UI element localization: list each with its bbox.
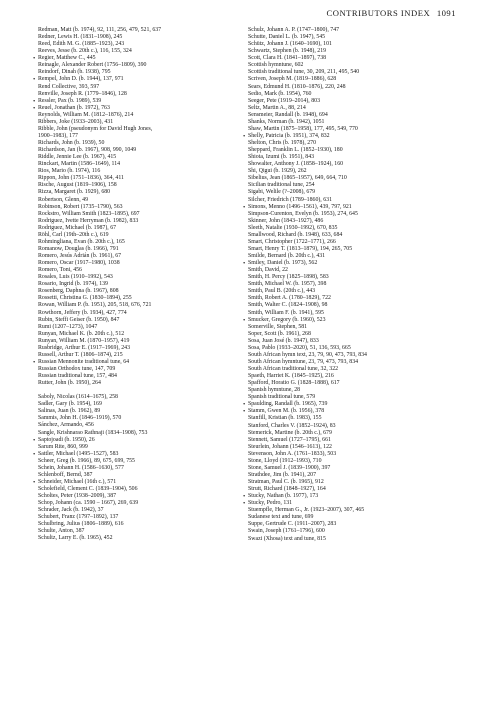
index-entry: • Stucky, Pedro, 131 xyxy=(248,500,448,507)
index-entry: Seltz, Martin A., 88, 214 xyxy=(248,104,306,111)
index-entry: Scriven, Joseph M. (1819–1886), 628 xyxy=(248,76,337,83)
index-entry: Salinas, Juan (b. 1962), 89 xyxy=(38,408,101,415)
index-entry: Skinner, John (1843–1927), 486 xyxy=(248,217,324,224)
index-entry: Russian Orthodox tune, 147, 709 xyxy=(38,366,116,372)
index-entry: • Spaulding, Randall (b. 1965), 739 xyxy=(248,401,448,408)
index-entry: Sicilian traditional tune, 254 xyxy=(248,182,315,189)
index-entry: Robertson, Glenn, 49 xyxy=(38,196,88,203)
index-entry: Romero, Oscar (1917–1980), 1038 xyxy=(38,260,120,267)
index-entry: • Schneider, Michael (16th c.), 571 xyxy=(38,479,238,486)
index-entry: • Saptojoadi (b. 1950), 26 xyxy=(38,437,238,444)
page-number: 1091 xyxy=(436,8,456,18)
index-entry: Rubin, Steffi Geiser (b. 1950), 847 xyxy=(38,316,120,323)
index-entry: Schlenboff, Bernd, 387 xyxy=(38,471,93,478)
index-entry: • Smucker, Gregory (b. 1960), 523 xyxy=(248,317,448,324)
index-entry: Ribble, John (pseudonym for David Hugh Jones, xyxy=(38,125,153,132)
index-entry: Rumi (1207–1273), 1047 xyxy=(38,323,98,330)
index-entry: Sosa, Juan José (b. 1947), 833 xyxy=(248,337,319,344)
index-entry: Rios, Mario (b. 1974), 116 xyxy=(38,168,101,175)
index-entry: Schulte, Anton, 387 xyxy=(38,528,85,535)
index-entry: Stanford, Charles V. (1852–1924), 83 xyxy=(248,422,336,429)
index-entry: Sarum Rite, 860, 999 xyxy=(38,443,88,450)
index-entry: 1900–1983), 177 xyxy=(38,132,78,139)
index-entry: Steurlein, Johann (1546–1613), 122 xyxy=(248,443,332,450)
index-entry: Rosario, Ingrid (b. 1974), 139 xyxy=(38,281,108,288)
index-entry: • Ressler, Pax (b. 1989), 539 xyxy=(38,98,238,105)
index-entry: • Stucky, Nathan (b. 1977), 173 xyxy=(248,493,448,500)
index-entry: Stone, Samuel J. (1839–1900), 397 xyxy=(248,464,331,471)
index-entry: Reindorf, Dinah (b. 1938), 795 xyxy=(38,69,111,76)
index-entry: Schwartz, Stephen (b. 1948), 219 xyxy=(248,48,327,55)
index-entry: Soper, Scott (b. 1961), 268 xyxy=(248,330,311,337)
index-entry: Rische, August (1819–1906), 158 xyxy=(38,182,117,189)
index-entry: South African hymntune, 23, 79, 473, 793, 834 xyxy=(248,358,359,365)
index-entry: Scheer, Greg (b. 1966), 89, 675, 699, 755 xyxy=(38,457,135,464)
index-entry: Smart, Henry T. (1813–1879), 194, 265, 705 xyxy=(248,245,353,252)
index-entry: Redner, Lewis H. (1831–1908), 245 xyxy=(38,34,123,41)
index-entry: Sudanese text and tune, 699 xyxy=(248,514,314,521)
index-entry: South African hymn text, 23, 79, 90, 473, 793, 834 xyxy=(248,351,367,358)
index-entry: Scottish hymntune, 602 xyxy=(248,62,304,69)
index-entry: Sammis, John H. (1846–1919), 570 xyxy=(38,415,122,422)
index-entry: Somerville, Stephen, 581 xyxy=(248,323,308,330)
index-entry: Reynolds, William M. (1812–1876), 214 xyxy=(38,111,134,118)
index-entry: Runyan, Michael K. (b. 20th c.), 512 xyxy=(38,330,125,337)
index-entry: Reinagle, Alexander Robert (1756–1809), 390 xyxy=(38,62,147,69)
index-entry: Schop, Johann (ca. 1590 – 1667), 269, 639 xyxy=(38,500,139,507)
index-entry: Shanks, Norman (b. 1942), 1051 xyxy=(248,118,325,125)
index-entry: Schulbring, Julius (1806–1889), 616 xyxy=(38,521,124,528)
index-entry: Strathdee, Jim (b. 1941), 207 xyxy=(248,471,317,478)
index-entry: Stemerick, Martine (b. 20th c.), 679 xyxy=(248,429,332,436)
index-entry: Smith, Michael W. (b. 1957), 398 xyxy=(248,281,327,288)
index-entry: Runyan, William M. (1870–1957), 419 xyxy=(38,337,130,344)
index-entry: • Smiley, Daniel (b. 1973), 562 xyxy=(248,260,448,267)
index-entry: Stevenson, John A. (1761–1833), 503 xyxy=(248,450,337,457)
index-entry: Shelton, Chris (b. 1978), 270 xyxy=(248,140,317,146)
index-entry: Spanish hymntune, 28 xyxy=(248,387,301,394)
index-entry: Redman, Matt (b. 1974), 92, 111, 256, 479, 521, 637 xyxy=(38,27,162,33)
index-entry: Schütz, Johann J. (1640–1690), 101 xyxy=(248,41,332,48)
index-entry: Sangle, Krishnarao Rathnaji (1834–1908), 753 xyxy=(38,429,148,436)
index-entry: Schulz, Johann A. P. (1747–1800), 747 xyxy=(248,27,340,33)
index-entry: Richardson, Jan (b. 1967), 908, 990, 1049 xyxy=(38,147,137,154)
index-entry: Scottish traditional tune, 30, 209, 211, 495, 540 xyxy=(248,69,360,76)
index-entry: Stanfill, Kristian (b. 1983), 155 xyxy=(248,415,322,422)
index-entry: Riddle, Jennie Lee (b. 1967), 415 xyxy=(38,154,117,161)
index-entry: Shi, Qigui (b. 1929), 262 xyxy=(248,168,307,175)
index-entry: Rockstro, William Smith (1823–1895), 697 xyxy=(38,210,140,217)
index-entry: Stratman, Paul C. (b. 1965), 912 xyxy=(248,479,324,485)
index-entry: Smith, Robert A. (1780–1829), 722 xyxy=(248,295,331,302)
index-entry: Strutt, Richard (1848–1927), 164 xyxy=(248,486,326,493)
running-header xyxy=(36,8,456,22)
index-entry: Smith, William F. (b. 1941), 595 xyxy=(248,309,324,316)
index-entry: Sheppard, Franklin L. (1852–1930), 180 xyxy=(248,147,343,154)
index-entry: Scott, Clara H. (1841–1897), 738 xyxy=(248,55,327,62)
index-entry: Smith, David, 22 xyxy=(248,267,288,274)
index-entry: Smallwood, Richard (b. 1948), 633, 684 xyxy=(248,231,343,238)
index-entry: Russell, Arthur T. (1806–1874), 215 xyxy=(38,351,123,358)
index-entry: Rosales, Luis (1910–1992), 543 xyxy=(38,274,113,281)
index-entry: Scholefield, Clement C. (1839–1904), 506 xyxy=(38,486,138,493)
index-entry: Spanish traditional tune, 579 xyxy=(248,394,316,401)
index-column-left xyxy=(38,27,238,543)
index-entry: • Regier, Matthew C., 445 xyxy=(38,55,238,62)
index-entry: Sánchez, Armando, 456 xyxy=(38,422,94,429)
index-entry: Sosa, Pablo (1933–2020), 51, 136, 593, 665 xyxy=(248,344,351,351)
index-entry: Smith, H. Percy (1825–1898), 583 xyxy=(248,274,329,281)
index-entry: Rowan, William P. (b. 1951), 205, 518, 676, 721 xyxy=(38,302,152,309)
index-entry: Richards, John (b. 1939), 50 xyxy=(38,140,105,146)
index-entry: • Shelly, Patricia (b. 1951), 374, 832 xyxy=(248,133,448,140)
index-entry: Smith, Walter C. (1824–1908), 98 xyxy=(248,302,328,309)
index-entry: Rossetti, Christina G. (1830–1894), 255 xyxy=(38,295,132,302)
index-entry: Rodriguez, Ivette Herryman (b. 1982), 833 xyxy=(38,217,139,224)
index-entry: Saboly, Nicolas (1614–1675), 258 xyxy=(38,394,118,401)
index-entry: Romero, Toni, 456 xyxy=(38,267,82,274)
index-entry: Smart, Christopher (1722–1771), 266 xyxy=(248,238,336,245)
index-entry: Spaeth, Harriet K. (1845–1925), 216 xyxy=(248,373,334,380)
index-entry: Schrader, Jack (b. 1942), 37 xyxy=(38,507,104,514)
index-entry: Russian traditional tune, 157, 484 xyxy=(38,373,117,380)
index-entry: • Russian Mennonite traditional tune, 64 xyxy=(38,359,238,366)
index-entry: • Sattler, Michael (1495–1527), 583 xyxy=(38,451,238,458)
index-entry: Smith, Paul B. (20th c.), 443 xyxy=(248,288,316,295)
index-entry: South African traditional tune, 32, 322 xyxy=(248,366,339,372)
index-entry: Rizza, Margaret (b. 1929), 680 xyxy=(38,189,111,196)
index-entry: Sensmeier, Randall (b. 1948), 694 xyxy=(248,111,328,118)
index-entry: Romero, Jesús Adrián (b. 1961), 67 xyxy=(38,253,122,259)
index-entry: Stone, Lloyd (1912–1993), 710 xyxy=(248,457,322,464)
index-entry: Scholtes, Peter (1938–2009), 387 xyxy=(38,493,117,500)
index-entry: Spafford, Horatio G. (1828–1888), 617 xyxy=(248,380,340,387)
index-entry: Showalter, Anthony J. (1858–1924), 160 xyxy=(248,161,344,168)
index-entry: Swain, Joseph (1761–1796), 600 xyxy=(248,528,325,535)
index-entry: Simpson-Curenton, Evelyn (b. 1953), 274, 645 xyxy=(248,210,358,217)
index-entry: Rodriguez, Michael (b. 1987), 67 xyxy=(38,224,117,231)
index-entry: Romanow, Douglas (b. 1966), 791 xyxy=(38,245,119,252)
index-entry: Schubert, Franz (1797–1892), 137 xyxy=(38,514,119,521)
index-entry: Sleeth, Natalie (1930–1992), 670, 835 xyxy=(248,224,338,231)
index-entry: Röhl, Carl (19th–20th c.), 619 xyxy=(38,231,109,238)
index-entry: Rusbridge, Arthur E. (1917–1969), 243 xyxy=(38,344,131,351)
index-column-right xyxy=(248,27,448,543)
index-entry: • Stamm, Gwen M. (b. 1956), 378 xyxy=(248,408,448,415)
index-entry: Sigabi, Welile (?–2008), 679 xyxy=(248,189,316,196)
index-entry: • Simons, Menno (1496–1561), 439, 797, 921 xyxy=(248,204,448,211)
index-entry: Rosenberg, Daphna (b. 1967), 808 xyxy=(38,288,119,295)
index-entry: Seeger, Pete (1919–2014), 803 xyxy=(248,97,320,104)
index-entry: Silcher, Friedrich (1789–1860), 631 xyxy=(248,196,332,203)
index-entry: Renville, Joseph R. (1779–1846), 128 xyxy=(38,90,127,97)
index-entry: Shaw, Martin (1875–1958), 177, 495, 549, 770 xyxy=(248,125,358,132)
index-entry: Sibelius, Jean (1865–1957), 649, 664, 710 xyxy=(248,175,347,182)
index-entry: Stennett, Samuel (1727–1795), 661 xyxy=(248,436,331,443)
index-entry: Rend Collective, 393, 597 xyxy=(38,83,100,90)
index-entry: Rippon, John (1751–1836), 364, 411 xyxy=(38,175,124,182)
header-title: CONTRIBUTORS INDEX xyxy=(326,8,431,18)
index-entry: Ribbers, Joke (1933–2003), 431 xyxy=(38,118,114,125)
index-entry: Schutte, Daniel L. (b. 1947), 545 xyxy=(248,34,326,41)
index-entry: Sears, Edmund H. (1810–1876), 220, 248 xyxy=(248,83,346,90)
index-entry: Smilde, Bernard (b. 20th c.), 431 xyxy=(248,253,326,259)
index-entry: Schultz, Larry E. (b. 1965), 452 xyxy=(38,535,113,542)
index-entry: Sadler, Gary (b. 1954), 169 xyxy=(38,401,102,408)
index-entry: Reed, Edith M. G. (1885–1923), 243 xyxy=(38,41,125,48)
index-entry: Rinckart, Martin (1586–1649), 114 xyxy=(38,161,121,168)
index-entry: Reeves, Jesse (b. 20th c.), 116, 155, 324 xyxy=(38,48,132,55)
index-entry: Rutter, John (b. 1950), 264 xyxy=(38,380,101,387)
index-entry: Schein, Johann H. (1586–1630), 577 xyxy=(38,464,124,471)
index-entry: • Rempel, John D. (b. 1944), 137, 971 xyxy=(38,76,238,83)
index-entry: Swazi (Xhosa) text and tune, 815 xyxy=(248,535,326,542)
index-entry: Rowthorn, Jeffery (b. 1934), 427, 774 xyxy=(38,309,127,316)
index-entry: Robinson, Robert (1735–1790), 563 xyxy=(38,203,123,210)
index-entry: Sedio, Mark (b. 1954), 760 xyxy=(248,90,312,97)
index-entry: • Reuel, Jonathan (b. 1972), 763 xyxy=(38,105,238,112)
index-entry: Suppe, Gertrude C. (1911–2007), 283 xyxy=(248,521,337,528)
index-entry: Stuempfle, Herman G., Jr. (1923–2007), 307, 465 xyxy=(248,507,365,514)
index-entry: Rohmingliana, Evan (b. 20th c.), 165 xyxy=(38,238,125,245)
index-entry: Shiota, Izumi (b. 1951), 843 xyxy=(248,154,315,161)
